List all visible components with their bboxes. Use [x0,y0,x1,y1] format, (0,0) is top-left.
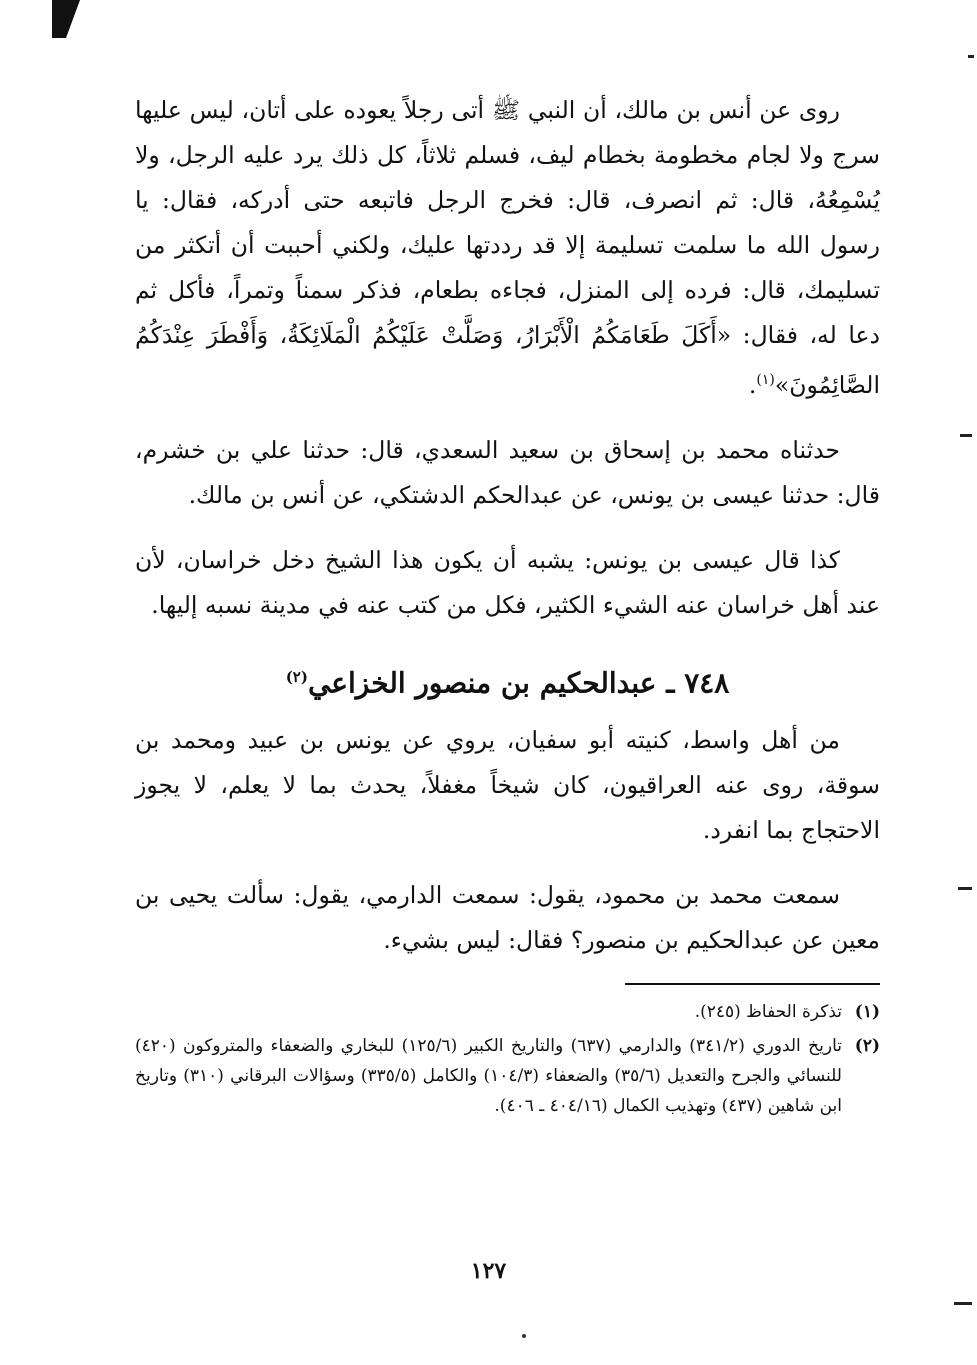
entry-paragraph: من أهل واسط، كنيته أبو سفيان، يروي عن يونس بن عبيد ومحمد بن سوقة، روى عنه العراقيون، كان شيخاً مغفلاً، يحدث بما لا يعلم، لا يجوز الاحتجاج بما انفرد. [135,726,880,845]
entry-paragraph: سمعت محمد بن محمود، يقول: سمعت الدارمي، يقول: سألت يحيى بن معين عن عبدالحكيم بن منصور؟ فقال: ليس بشيء. [135,881,880,955]
footnote-ref[interactable]: (١) [756,372,775,388]
footnote [135,1031,880,1121]
footnote-number: (١) [854,1002,880,1023]
narration-paragraph [135,88,880,408]
margin-tick [954,1302,972,1305]
footnote-text: تاريخ الدوري (٣٤١/٢) والدارمي (٦٣٧) والتاريخ الكبير (١٢٥/٦) للبخاري والضعفاء والمتروكون (٤٢٠) للنسائي والجرح والتعديل (٣٥/٦) والضعفاء (١٠٤/٣) والكامل (٣٣٥/٥) وسؤالات البرقاني (٣١٠) وتاريخ ابن شاهين (٤٣٧) وتهذيب الكمال (٤٠٤/١٦ ـ ٤٠٦). [135,1036,842,1117]
paragraph-end: . [748,370,757,399]
margin-tick [968,55,974,58]
scan-speck [522,1334,526,1338]
margin-tick [960,434,972,437]
entry-title [135,654,880,706]
comment-paragraph: كذا قال عيسى بن يونس: يشبه أن يكون هذا الشيخ دخل خراسان، لأن عند أهل خراسان عنه الشيء الكثير، فكل من كتب عنه في مدينة نسبه إليها. [135,545,880,619]
corner-mark [52,0,80,38]
footnote-number: (٢) [854,1036,880,1057]
footnote-text: تذكرة الحفاظ (٢٤٥). [694,1002,842,1023]
isnad-paragraph: حدثناه محمد بن إسحاق بن سعيد السعدي، قال: حدثنا علي بن خشرم، قال: حدثنا عيسى بن يونس، عن عبدالحكم الدشتكي، عن أنس بن مالك. [135,435,880,509]
footnote-divider [625,983,880,985]
footnote-ref[interactable]: (٢) [285,667,308,686]
paragraph-text: روى عن أنس بن مالك، أن النبي ﷺ أتى رجلاً يعوده على أتان، ليس عليها سرج ولا لجام مخطومة بخطام ليف، فسلم ثلاثاً، كل ذلك يرد عليه الرجل، ولا يُسْمِعُهُ، قال: ثم انصرف، قال: فخرج الرجل فاتبعه حتى أدركه، فقال: يا رسول الله ما سلمت تسليمة إلا قد رددتها عليك، ولكني أحببت أن أتكثر من تسليمك، قال: فرده إلى المنزل، فجاءه بطعام، فذكر سمناً وتمراً، فأكل ثم دعا له، فقال: «أَكَلَ طَعَامَكُمُ الْأَبْرَارُ، وَصَلَّتْ عَلَيْكُمُ الْمَلَائِكَةُ، وَأَفْطَرَ عِنْدَكُمُ الصَّائِمُونَ» [135,96,880,399]
entry-title-text: ٧٤٨ ـ عبدالحكيم بن منصور الخزاعي [307,666,730,700]
page-number: ١٢٧ [470,1258,507,1284]
footnote [135,997,880,1027]
page-body [135,88,880,1125]
margin-tick [958,887,972,890]
